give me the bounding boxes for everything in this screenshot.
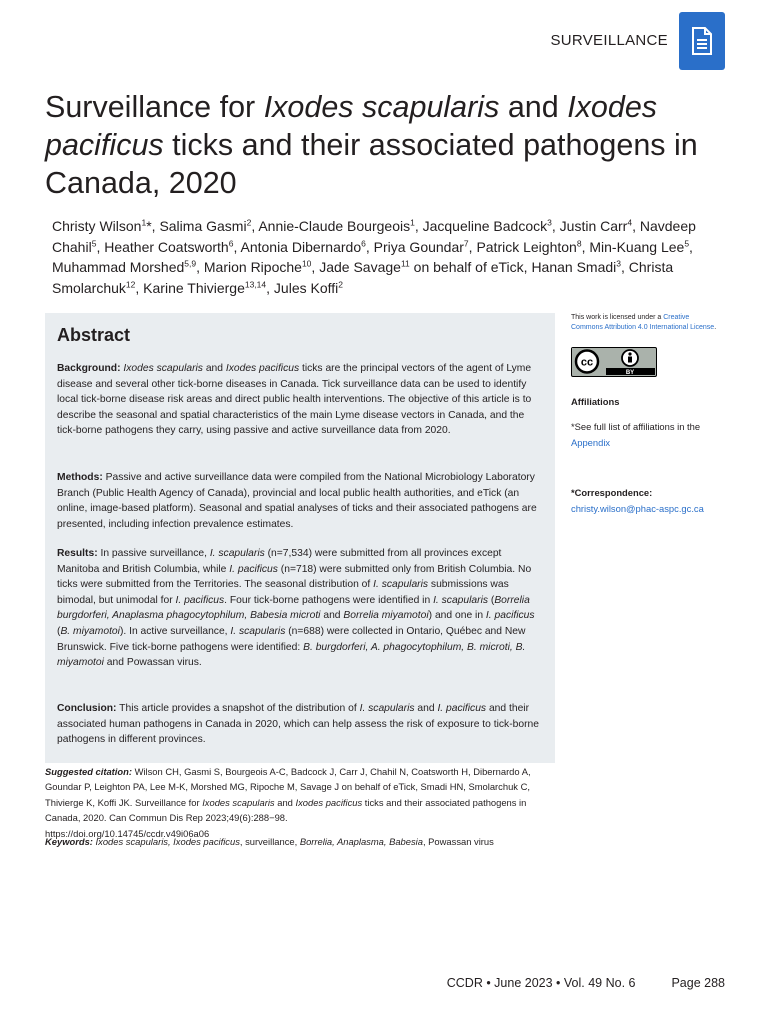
- author-name: Priya Goundar: [373, 238, 464, 255]
- corresponding-mark: *: [146, 218, 152, 234]
- author-name: Christa Smolarchuk: [52, 259, 674, 296]
- cc-by-badge[interactable]: [571, 347, 657, 377]
- author: [204, 259, 312, 275]
- abstract-methods: Methods: Passive and active surveillance data were compiled from the National Microbiology Laboratory Branch (Public Health Agency of Canada), provincial and local public health authorities, and eTick (an online, image-based platform). Seasonal and spatial analyses of ticks and their associated pathogens are presented, including infection prevalence estimates.: [57, 472, 537, 530]
- author-name: Antonia Dibernardo: [240, 238, 362, 255]
- page-number: Page 288: [671, 976, 725, 990]
- author-name: Muhammad Morshed: [52, 259, 185, 275]
- license-note: This work is licensed under a Creative Commons Attribution 4.0 International License.: [571, 314, 717, 331]
- author: [423, 218, 552, 234]
- author: [531, 259, 621, 275]
- author-affiliation-number: 5: [91, 237, 97, 248]
- author-name: Heather Coatsworth: [104, 238, 229, 255]
- journal-issue: CCDR • June 2023 • Vol. 49 No. 6: [446, 976, 636, 990]
- section-label: SURVEILLANCE: [550, 32, 668, 49]
- page-footer: [447, 976, 725, 990]
- author-affiliation-number: 12: [125, 278, 136, 289]
- author-name: Patrick Leighton: [476, 238, 577, 255]
- author-affiliation-number: 5,9: [184, 258, 197, 269]
- author-affiliation-number: 8: [576, 237, 582, 248]
- author-name: Christy Wilson: [52, 218, 142, 234]
- abstract-heading: Abstract: [57, 325, 131, 345]
- appendix-link[interactable]: Appendix: [571, 437, 611, 448]
- author: [374, 239, 469, 255]
- author-name: Jacqueline Badcock: [422, 218, 548, 234]
- author: [143, 280, 266, 296]
- author-name: Marion Ripoche: [203, 259, 302, 275]
- cc-badge-label: BY: [625, 370, 635, 375]
- author-affiliation-number: 7: [463, 237, 469, 248]
- author-name: Justin Carr: [559, 218, 628, 234]
- abstract-conclusion: Conclusion: This article provides a snapshot of the distribution of I. scapularis and I. pacificus and their associated human pathogens in Canada in 2020, which can help assess the risk of exposure to tick-borne pathogens in different provinces.: [57, 703, 539, 746]
- author-name: Min-Kuang Lee: [589, 238, 685, 255]
- author: [560, 218, 632, 234]
- svg-text:cc: cc: [580, 356, 594, 369]
- author-name: Salima Gasmi: [159, 218, 247, 234]
- author: [319, 259, 523, 275]
- author-affiliation-number: 2: [338, 278, 343, 289]
- author-affiliation-number: 3: [547, 217, 552, 228]
- author-name: Hanan Smadi: [531, 259, 617, 275]
- author-affiliation-number: 1: [410, 217, 415, 228]
- author-affiliation-number: 2: [246, 217, 252, 228]
- author-affiliation-number: 11: [400, 258, 410, 269]
- author-affiliation-number: 6: [228, 237, 234, 248]
- author-affiliation-number: 4: [627, 217, 633, 228]
- sidebar: [571, 313, 721, 514]
- author: [274, 280, 343, 296]
- author-affiliation-number: 5: [684, 237, 690, 248]
- author: [240, 239, 365, 255]
- author-name: Karine Thivierge: [143, 279, 245, 296]
- author: [589, 239, 689, 255]
- suggested-citation: Suggested citation: Wilson CH, Gasmi S, Bourgeois A-C, Badcock J, Carr J, Chahil N, Coatsworth H, Dibernardo A, Goundar P, Leighton PA, Lee M-K, Morshed MG, Ripoche M, Savage J on behalf of eTick, Smadi HN, Smolarchuk C, Thivierge K, Koffi JK. Surveillance for Ixodes scapularis and Ixodes pacificus ticks and their associated pathogens in Canada, 2020. Can Commun Dis Rep 2023;49(6):288−98. https://doi.org/10.14745/ccdr.v49i06a06: [45, 766, 531, 839]
- author-list: Christy Wilson$^1$*, Salima Gasmi$^2$, Annie-Claude Bourgeois$^1$, Jacqueline Badcock$^3$, Justin Carr$^4$, Navdeep Chahil$^5$, Heather Coatsworth$^6$, Antonia Dibernardo$^6$, Priya Goundar$^7$, Patrick Leighton$^8$, Min-Kuang Lee$^5$, Muhammad Morshed$^{5,9}$, Marion Ripoche$^{10}$, Jade Savage$^{11}$ on behalf of eTick, Hanan Smadi$^3$, Christa Smolarchuk$^{12}$, Karine Thivierge$^{13,14}$, Jules Koffi$^2$: [52, 217, 696, 296]
- author: [52, 259, 196, 275]
- author-affiliation-number: 6: [361, 237, 366, 248]
- abstract-results: Results: In passive surveillance, I. scapularis (n=7,534) were submitted from all provinces except Manitoba and British Columbia, while I. pacificus (n=718) were submitted only from British Columbia. No ticks were submitted from the Territories. The seasonal distribution of I. scapularis submissions was bimodal, but unimodal for I. pacificus. Four tick-borne pathogens were identified in I. scapularis (Borrelia burgdorferi, Anaplasma phagocytophilum, Babesia microti and Borrelia miyamotoi) and one in I. pacificus (B. miyamotoi). In active surveillance, I. scapularis (n=688) were collected in Ontario, Québec and New Brunswick. Five tick-borne pathogens were identified: B. burgdorferi, A. phagocytophilum, B. microti, B. miyamotoi and Powassan virus.: [57, 548, 535, 669]
- document-icon: [679, 12, 725, 70]
- author-affiliation-number: 3: [616, 258, 621, 269]
- article-title: Surveillance for Ixodes scapularis and Ixodes pacificus ticks and their associated pathogens in Canada, 2020: [45, 90, 698, 200]
- affiliations-heading: Affiliations: [571, 396, 620, 407]
- author-affiliation-number: 13,14: [244, 278, 267, 289]
- author: [52, 218, 152, 234]
- doi-link[interactable]: https://doi.org/10.14745/ccdr.v49i06a06: [45, 827, 210, 839]
- author-name: Jade Savage: [319, 259, 401, 275]
- affiliations-note: *See full list of affiliations in the Appendix: [571, 421, 701, 448]
- author-name: Annie-Claude Bourgeois: [258, 218, 411, 234]
- author-affiliation-number: 1: [141, 217, 147, 228]
- author: [476, 239, 581, 255]
- license-link[interactable]: Creative Commons Attribution 4.0 International License: [571, 314, 715, 331]
- abstract-box: [45, 313, 555, 763]
- author-affiliation-number: 10: [301, 258, 312, 269]
- author: [258, 218, 415, 234]
- correspondence-email[interactable]: christy.wilson@phac-aspc.gc.ca: [571, 503, 704, 514]
- author-name: Navdeep Chahil: [52, 218, 696, 255]
- author: [159, 218, 251, 234]
- author: [104, 239, 233, 255]
- correspondence-heading: *Correspondence:: [571, 487, 653, 498]
- author-name: Jules Koffi: [273, 279, 339, 296]
- author-suffix: on behalf of eTick: [409, 259, 524, 275]
- keywords: Keywords: Ixodes scapularis, Ixodes pacificus, surveillance, Borrelia, Anaplasma, Babesia, Powassan virus: [45, 836, 494, 847]
- abstract-background: Background: Ixodes scapularis and Ixodes pacificus ticks are the principal vectors of the agent of Lyme disease and several other tick-borne diseases in Canada. Tick surveillance data can be used to identify local tick-borne disease risk areas and direct public health interventions. The objective of this article is to describe the seasonal and spatial characteristics of the main Lyme disease vectors in Canada, and the tick-borne pathogens they carry, using passive and active surveillance data from 2020.: [57, 363, 532, 437]
- cc-by-logo-icon: [572, 348, 655, 375]
